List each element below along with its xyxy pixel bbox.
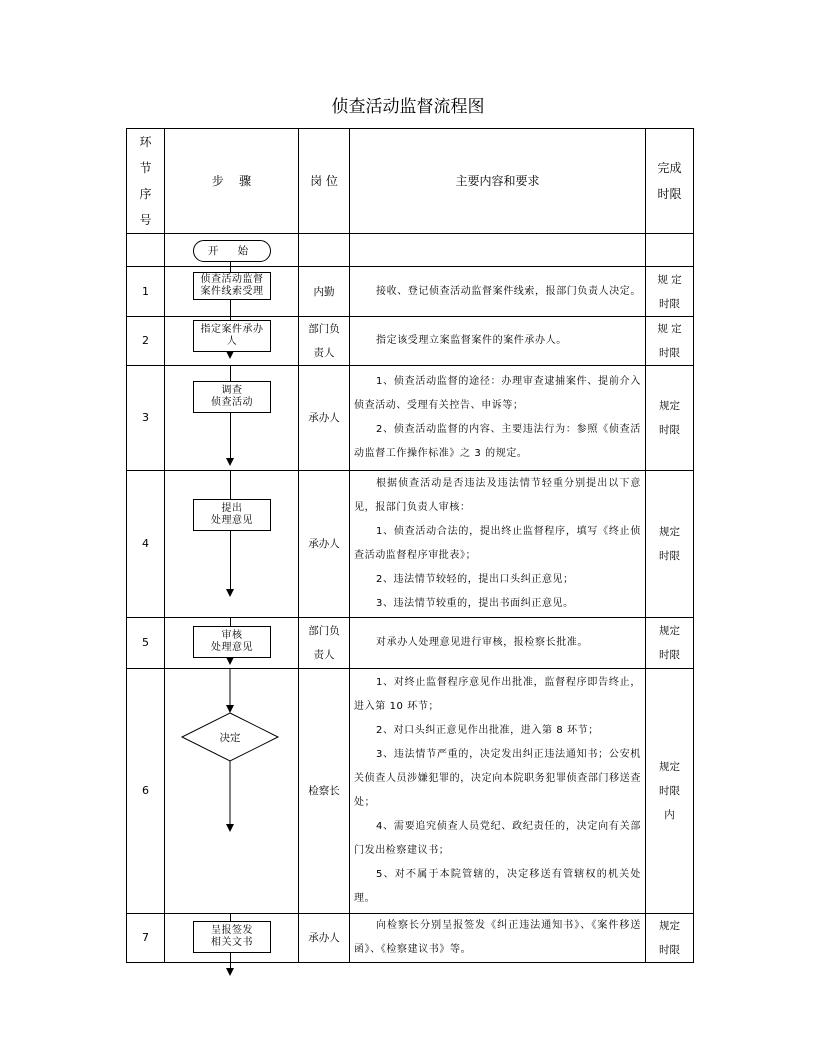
step-number: 3 xyxy=(127,366,165,471)
step-time-limit xyxy=(646,366,694,471)
step-number: 6 xyxy=(127,669,165,914)
step-box-line: 处理意见 xyxy=(211,515,253,526)
arrow-down-icon xyxy=(226,968,234,976)
time-line: 时限 xyxy=(659,297,680,310)
time-line: 时限 xyxy=(659,550,680,562)
step-number: 2 xyxy=(127,317,165,366)
step-time-limit xyxy=(646,317,694,366)
post-line: 承办人 xyxy=(308,538,340,550)
time-line: 规定 xyxy=(659,920,680,932)
content-paragraph: 2、对口头纠正意见作出批准，进入第 8 环节； xyxy=(376,725,599,736)
time-line: 内 xyxy=(664,809,675,821)
post-line: 承办人 xyxy=(308,932,340,944)
step-row xyxy=(127,317,694,366)
content-paragraph: 向检察长分别呈报签发《纠正违法通知书》、《案件移送函》、《检察建议书》等。 xyxy=(354,920,641,955)
step-box xyxy=(193,381,271,413)
step-box xyxy=(193,921,271,953)
step-time-limit xyxy=(646,618,694,669)
step-post xyxy=(299,618,350,669)
step-content xyxy=(350,618,646,669)
start-content-cell xyxy=(350,234,646,267)
step-box xyxy=(193,626,271,658)
step-box-line: 人 xyxy=(226,336,238,347)
start-flow-cell xyxy=(165,234,299,267)
step-flow-cell xyxy=(165,267,299,317)
content-paragraph: 接收、登记侦查活动监督案件线索，报部门负责人决定。 xyxy=(376,285,641,297)
step-row xyxy=(127,471,694,618)
header-content: 主要内容和要求 xyxy=(350,129,646,234)
step-number: 4 xyxy=(127,471,165,618)
time-line: 时限 xyxy=(659,944,680,956)
header-time-limit xyxy=(646,129,694,234)
content-paragraph: 3、违法情节严重的，决定发出纠正违法通知书；公安机关侦查人员涉嫌犯罪的，决定向本院职务犯罪侦查部门移送查处； xyxy=(354,749,641,808)
decision-label: 决定 xyxy=(219,732,241,744)
step-number: 1 xyxy=(127,267,165,317)
step-flow-cell xyxy=(165,914,299,963)
content-paragraph: 对承办人处理意见进行审核，报检察长批准。 xyxy=(376,637,588,648)
step-flow-cell xyxy=(165,669,299,914)
header-char: 节 xyxy=(139,161,152,175)
step-post xyxy=(299,914,350,963)
content-paragraph: 2、违法情节较轻的，提出口头纠正意见； xyxy=(376,574,574,585)
connector-line xyxy=(230,952,231,963)
post-line: 部门负 xyxy=(308,625,340,637)
time-line: 规定 xyxy=(659,625,680,637)
connector-line xyxy=(230,914,231,921)
content-paragraph: 1、对终止监督程序意见作出批准，监督程序即告终止，进入第 10 环节； xyxy=(354,677,641,712)
time-line: 规 定 xyxy=(657,273,682,286)
step-box xyxy=(193,499,271,531)
header-line: 时限 xyxy=(657,187,682,201)
step-box xyxy=(193,320,271,352)
step-content xyxy=(350,267,646,317)
header-char: 号 xyxy=(139,213,152,227)
step-box-line: 侦查活动 xyxy=(211,397,253,408)
step-row xyxy=(127,914,694,963)
content-paragraph: 1、侦查活动合法的，提出终止监督程序，填写《终止侦查活动监督程序审批表》； xyxy=(354,526,641,561)
post-line: 部门负 xyxy=(308,323,340,335)
step-post xyxy=(299,317,350,366)
arrow-down-icon xyxy=(226,458,234,466)
flow-table xyxy=(126,128,694,963)
step-box-line: 呈报签发 xyxy=(211,925,253,936)
step-time-limit xyxy=(646,669,694,914)
step-box-line: 案件线索受理 xyxy=(200,286,264,297)
step-box-line: 指定案件承办 xyxy=(200,324,264,335)
step-row xyxy=(127,366,694,471)
header-char: 环 xyxy=(139,135,152,149)
content-paragraph: 5、对不属于本院管辖的，决定移送有管辖权的机关处理。 xyxy=(354,869,641,904)
header-line: 完成 xyxy=(657,161,682,175)
step-flow-cell xyxy=(165,618,299,669)
step-box-line: 侦查活动监督 xyxy=(200,274,264,285)
post-line: 内勤 xyxy=(313,285,335,298)
step-time-limit xyxy=(646,914,694,963)
time-line: 规定 xyxy=(659,400,680,412)
connector-line xyxy=(230,471,231,499)
post-line: 责人 xyxy=(313,649,335,661)
step-flow-cell xyxy=(165,471,299,618)
step-post xyxy=(299,669,350,914)
step-time-limit xyxy=(646,267,694,317)
arrow-down-icon xyxy=(226,824,234,832)
header-row xyxy=(127,129,694,234)
step-number: 7 xyxy=(127,914,165,963)
time-line: 时限 xyxy=(659,347,680,359)
connector-line xyxy=(230,299,231,317)
post-line: 检察长 xyxy=(308,785,340,797)
steps-body xyxy=(127,267,694,963)
step-post xyxy=(299,267,350,317)
step-content xyxy=(350,471,646,618)
time-line: 时限 xyxy=(659,424,680,436)
decision-diagram xyxy=(165,669,299,913)
arrow-down-icon xyxy=(226,589,234,597)
post-line: 承办人 xyxy=(308,412,340,424)
step-content xyxy=(350,317,646,366)
step-content xyxy=(350,914,646,963)
step-content xyxy=(350,366,646,471)
connector-line xyxy=(230,366,231,381)
connector-line xyxy=(230,412,231,458)
step-content xyxy=(350,669,646,914)
step-box xyxy=(193,272,271,300)
start-row xyxy=(127,234,694,267)
step-row xyxy=(127,267,694,317)
step-box-line: 提出 xyxy=(221,503,243,514)
step-box-line: 相关文书 xyxy=(211,937,253,948)
connector-line xyxy=(230,618,231,626)
step-number: 5 xyxy=(127,618,165,669)
content-paragraph: 根据侦查活动是否违法及违法情节轻重分别提出以下意见，报部门负责人审核： xyxy=(354,478,641,513)
step-time-limit xyxy=(646,471,694,618)
arrow-down-icon xyxy=(226,657,234,665)
content-paragraph: 1、侦查活动监督的途径：办理审查逮捕案件、提前介入侦查活动、受理有关控告、申诉等； xyxy=(354,376,641,411)
time-line: 规定 xyxy=(659,526,680,538)
connector-line xyxy=(230,530,231,589)
step-flow-cell xyxy=(165,317,299,366)
time-line: 规 定 xyxy=(657,323,682,335)
post-line: 责人 xyxy=(313,347,335,359)
arrow-down-icon xyxy=(226,351,234,359)
page-title: 侦查活动监督流程图 xyxy=(331,97,485,117)
time-line: 时限 xyxy=(659,649,680,661)
step-flow-cell xyxy=(165,366,299,471)
content-paragraph: 4、需要追究侦查人员党纪、政纪责任的，决定向有关部门发出检察建议书； xyxy=(354,821,641,856)
step-box-line: 审核 xyxy=(221,630,243,641)
start-time-cell xyxy=(646,234,694,267)
start-post-cell xyxy=(299,234,350,267)
time-line: 规定 xyxy=(659,761,680,773)
step-row xyxy=(127,618,694,669)
header-step-no xyxy=(127,129,165,234)
step-post xyxy=(299,471,350,618)
header-char: 序 xyxy=(139,187,152,201)
content-paragraph: 2、侦查活动监督的内容、主要违法行为：参照《侦查活动监督工作操作标准》之 3 的规定。 xyxy=(354,424,641,459)
step-post xyxy=(299,366,350,471)
step-box-line: 处理意见 xyxy=(211,642,253,653)
arrow-down-icon xyxy=(226,705,234,713)
start-no-cell xyxy=(127,234,165,267)
header-steps: 步 骤 xyxy=(165,129,299,234)
start-node: 开 始 xyxy=(193,240,271,262)
time-line: 时限 xyxy=(659,785,680,797)
content-paragraph: 3、违法情节较重的，提出书面纠正意见。 xyxy=(376,598,574,609)
step-row xyxy=(127,669,694,914)
content-paragraph: 指定该受理立案监督案件的案件承办人。 xyxy=(376,335,567,346)
step-box-line: 调查 xyxy=(221,385,243,396)
header-post: 岗 位 xyxy=(299,129,350,234)
